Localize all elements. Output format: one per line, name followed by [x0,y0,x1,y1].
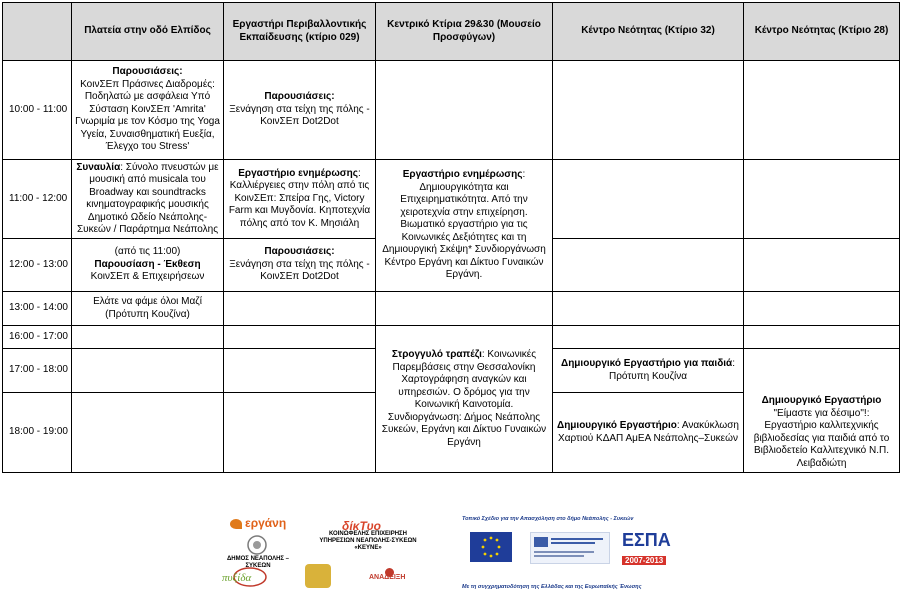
time-cell: 13:00 - 14:00 [3,292,72,326]
event-text: : Πρότυπη Κουζίνα [609,358,735,382]
empty-cell [553,326,744,349]
event-title: Συναυλία [76,161,121,173]
empty-cell [224,393,376,473]
table-row [3,292,900,326]
header-corner [3,3,72,61]
event-cell [553,393,744,473]
header-venue-4: Κέντρο Νεότητας (Κτίριο 32) [553,3,744,61]
empty-cell [72,349,224,393]
dimos-logo [240,534,274,558]
event-text: Ξενάγηση στα τείχη της πόλης - ΚοινΣΕπ Dot2Dot [229,258,370,283]
table-row [3,160,900,239]
event-text: : Σύνολο πνευστών με μουσική από musicala του Broadway και soundtracks κινηματογραφικής μουσικής Δημοτικό Ωδείο Νεάπολης-Συκεών / Παράρτημα Νεάπολης [76,161,219,235]
ergani-logo [230,516,290,534]
event-title: Δημιουργικό Εργαστήριο [761,395,882,406]
empty-cell [376,61,553,160]
empty-cell [72,326,224,349]
time-cell: 17:00 - 18:00 [3,349,72,393]
empty-cell [553,292,744,326]
empty-cell [376,292,553,326]
time-cell: 18:00 - 19:00 [3,393,72,473]
header-venue-2: Εργαστήρι Περιβαλλοντικής Εκπαίδευσης (κτίριο 029) [224,3,376,61]
header-row [3,3,900,61]
empty-cell [744,160,900,239]
event-text: "Είμαστε για δέσιμο"!: Εργαστήριο καλλιτεχνικής βιβλιοδεσίας για παιδιά από το Βιβλιοδετείο Καλλιτεχνικό Ν.Π. Λειβαδιώτη [753,407,890,469]
event-cell [376,326,553,473]
empty-cell [744,61,900,160]
event-title: Εργαστήριο ενημέρωσης [238,167,358,179]
banner-footer: Με τη συγχρηματοδότηση της Ελλάδας και της Ευρωπαϊκής Ένωσης [462,584,642,590]
banner-title: Τοπικό Σχέδιο για την Απασχόληση στο δήμο Νεάπολης - Συκεών [462,516,634,522]
header-venue-1: Πλατεία στην οδό Ελπίδος [72,3,224,61]
sponsor-logos [0,512,900,591]
event-cell [72,61,224,160]
eu-flag-icon [470,532,512,562]
empty-cell [553,239,744,292]
espa-logo [622,530,694,566]
event-title: Στρογγυλό τραπέζι [391,349,482,360]
anadeixi-logo-text: ΑΝΑΔΕΙΞΗ [369,574,406,581]
empty-cell [744,292,900,326]
time-cell: 11:00 - 12:00 [3,160,72,239]
event-cell [744,349,900,473]
pyxida-logo [220,566,268,588]
anadeixi-logo [365,568,421,584]
event-text: Ελάτε να φάμε όλοι Μαζί (Πρότυπη Κουζίνα) [93,296,202,320]
svg-text:πυξίδα: πυξίδα [222,572,252,584]
event-cell [72,239,224,292]
event-cell [224,160,376,239]
empty-cell [72,393,224,473]
event-title: Παρουσιάσεις: [264,91,335,103]
event-text: : Καλλιέργειες στην πόλη από τις ΚοινΣΕπ: Σπείρα Γης, Victory Farm και Μυγδονία. Κηποτεχνία πόλης από τον Κ. Μησιάλη [228,167,371,229]
event-cell [224,239,376,292]
event-note: (από τις 11:00) [114,246,181,258]
espa-logo-text: ΕΣΠΑ [622,530,671,550]
keyne-logo-text: ΚΟΙΝΩΦΕΛΗΣ ΕΠΙΧΕΙΡΗΣΗ ΥΠΗΡΕΣΙΩΝ ΝΕΑΠΟΛΗΣ-ΣΥΚΕΩΝ «ΚΕΥΝΕ» [319,531,417,551]
event-text: ΚοινΣΕπ Πράσινες Διαδρομές: Ποδηλατώ με ασφάλεια Υπό Σύσταση ΚοινΣΕπ 'Amrita' Γνωριμία με τον Κόσμο της Yoga Υγεία, Συναισθηματική Ευεξία, Έλεγχο του Stress' [75,78,220,153]
event-title: Παρουσιάσεις: [112,66,183,78]
empty-cell [553,61,744,160]
event-text: ΚοινΣΕπ & Επιχειρήσεων [90,271,205,283]
event-cell [72,292,224,326]
empty-cell [224,349,376,393]
empty-cell [744,326,900,349]
event-text: : Δημιουργικότητα και Επιχειρηματικότητα. Από την χειροτεχνία στην επιχείρηση. Βιωματικό εργαστήριο για τις Κοινωνικές Δεξιότητες και τη Δημιουργική Σκέψη* Συνδιοργάνωση Κέντρο Εργάνη και Δίκτυο Γυναικών Εργάνη. [382,169,546,281]
empty-cell [553,160,744,239]
event-text: Ξενάγηση στα τείχη της πόλης - ΚοινΣΕπ Dot2Dot [229,103,370,128]
event-cell [72,160,224,239]
event-title: Δημιουργικό Εργαστήριο για παιδιά [561,358,733,369]
empty-cell [744,239,900,292]
header-venue-3: Κεντρικό Κτίρια 29&30 (Μουσείο Προσφύγων) [376,3,553,61]
event-title: Παρουσίαση - Έκθεση [94,258,201,270]
emblem-logo [305,564,331,588]
event-cell [376,160,553,292]
header-venue-5: Κέντρο Νεότητας (Κτίριο 28) [744,3,900,61]
time-cell: 12:00 - 13:00 [3,239,72,292]
diktyo-logo-text: δίκΤυο [342,519,381,533]
event-cell [553,349,744,393]
time-cell: 16:00 - 17:00 [3,326,72,349]
event-title: Δημιουργικό Εργαστήριο [557,420,677,431]
event-text: : Κοινωνικές Παρεμβάσεις στην Θεσσαλονίκη Χαρτογράφηση αναγκών και υπηρεσιών. Ο δρόμος για την Κοινωνική Καινοτομία. Συνδιοργάνωση: Δήμος Νεάπολης Συκεών, Εργάνη και Δίκτυο Γυναικών Εργάνη [381,349,547,448]
table-row [3,61,900,160]
ministry-emblem [530,532,610,564]
espa-years: 2007-2013 [622,556,666,565]
ergani-logo-text: εργάνη [245,516,287,530]
table-row [3,326,900,349]
time-cell: 10:00 - 11:00 [3,61,72,160]
event-cell [224,61,376,160]
event-title: Εργαστήριο ενημέρωσης [402,169,523,181]
event-text: : Ανακύκλωση Χαρτιού ΚΔΑΠ ΑμΕΑ Νεάπολης–Συκεών [558,420,739,444]
dimos-logo-text: ΔΗΜΟΣ ΝΕΑΠΟΛΗΣ – ΣΥΚΕΩΝ [226,556,290,569]
empty-cell [224,292,376,326]
schedule-table [2,2,900,473]
empty-cell [224,326,376,349]
event-title: Παρουσιάσεις: [264,246,335,258]
